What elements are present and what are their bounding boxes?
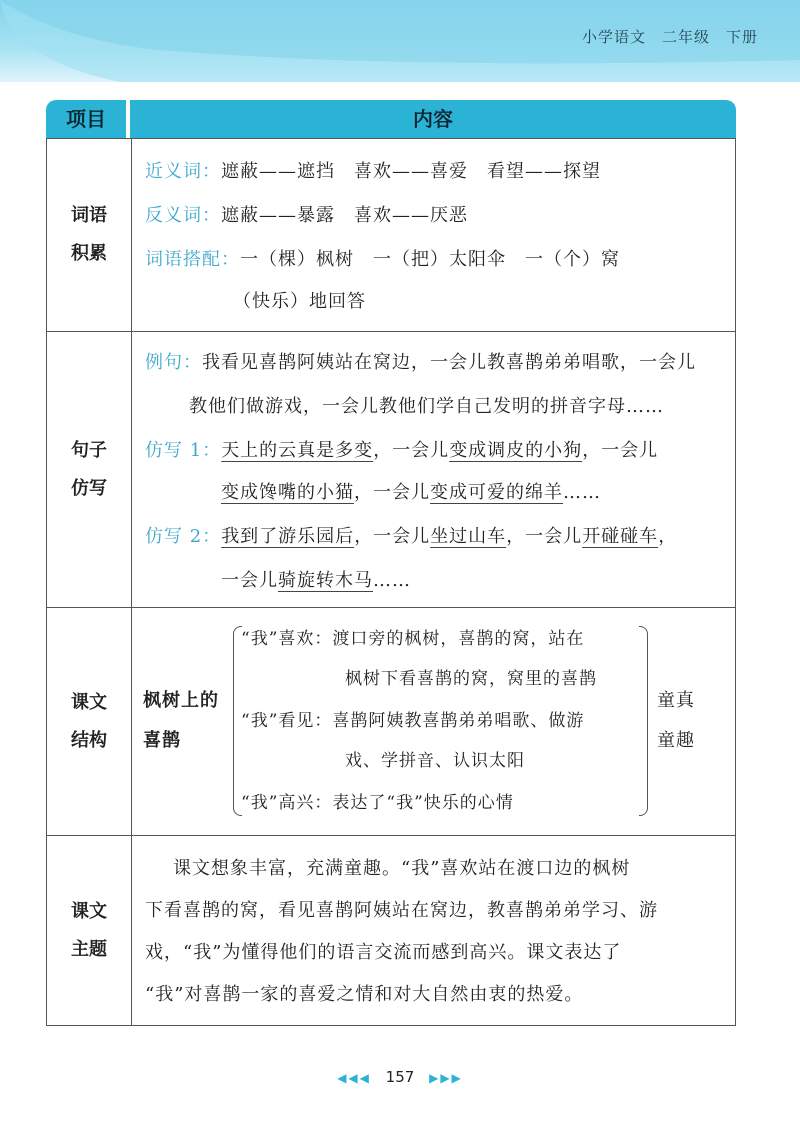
- row-label-line2: 主题: [71, 939, 107, 960]
- structure-part2-line2: 戏、学拼音、认识太阳: [345, 751, 525, 771]
- collocation-text: 一（棵）枫树 一（把）太阳伞 一（个）窝: [240, 249, 620, 270]
- page-number: 157: [385, 1068, 415, 1086]
- imitate1-part-a: 天上的云真是多变: [221, 440, 374, 461]
- antonym-text: 遮蔽——暴露 喜欢——厌恶: [221, 205, 468, 226]
- theme-line1: 课文想象丰富，充满童趣。“我”喜欢站在渡口边的枫树: [173, 858, 631, 879]
- imitate2-part-g: 一会儿: [221, 570, 278, 591]
- collocation-line: [145, 245, 620, 271]
- book-grade: 二年级: [661, 28, 710, 46]
- theme-line3: 戏，“我”为懂得他们的语言交流而感到高兴。课文表达了: [145, 942, 622, 963]
- summary-table: [46, 100, 736, 1026]
- row-label: [47, 332, 132, 608]
- structure-summary-line1: 童真: [657, 690, 695, 711]
- imitate2-part-i: ……: [373, 570, 411, 591]
- row-content: [133, 139, 735, 331]
- row-label-line1: 课文: [71, 692, 107, 713]
- imitate2-part-d: ，一会儿: [506, 526, 583, 547]
- column-header-content: 内容: [130, 100, 736, 138]
- theme-line4: “我”对喜鹊一家的喜爱之情和对大自然由衷的热爱。: [145, 984, 584, 1005]
- row-label-line2: 结构: [71, 730, 107, 751]
- table-row-vocabulary: [47, 139, 735, 331]
- row-label-line2: 积累: [71, 243, 107, 264]
- imitate1-part-f: ，一会儿: [354, 482, 430, 503]
- structure-part2-line1: “我”看见：喜鹊阿姨教喜鹊弟弟唱歌、做游: [241, 711, 585, 731]
- book-title: [566, 26, 758, 47]
- table-body: [46, 138, 736, 1026]
- synonym-tag: 近义词：: [145, 161, 221, 182]
- structure-title-line2: 喜鹊: [143, 730, 181, 751]
- antonym-tag: 反义词：: [145, 205, 221, 226]
- row-label-line2: 仿写: [71, 478, 107, 499]
- structure-summary-line2: 童趣: [657, 730, 695, 751]
- imitate2-part-h: 骑旋转木马: [278, 570, 373, 591]
- theme-line2: 下看喜鹊的窝，看见喜鹊阿姨站在窝边，教喜鹊弟弟学习、游: [145, 900, 658, 921]
- structure-part1-line2: 枫树下看喜鹊的窝，窝里的喜鹊: [345, 669, 597, 689]
- top-banner: [0, 0, 800, 82]
- imitate1-part-d: ，一会儿: [582, 440, 659, 461]
- example-line-2: 教他们做游戏，一会儿教他们学自己发明的拼音字母……: [189, 396, 664, 417]
- row-label-line1: 词语: [71, 205, 107, 226]
- synonym-text: 遮蔽——遮挡 喜欢——喜爱 看望——探望: [221, 161, 601, 182]
- row-content: [133, 836, 735, 1026]
- row-label-line1: 课文: [71, 901, 107, 922]
- imitate2-line-2: [221, 566, 411, 592]
- book-subject: 小学语文: [581, 28, 646, 46]
- collocation-tag: 词语搭配：: [145, 249, 240, 270]
- imitate2-part-b: ，一会儿: [354, 526, 431, 547]
- collocation-line-2: （快乐）地回答: [233, 291, 366, 312]
- row-label: [47, 836, 132, 1026]
- structure-title-line1: 枫树上的: [143, 690, 219, 711]
- row-content: [133, 332, 735, 608]
- imitate1-tag: 仿写 1：: [145, 440, 222, 461]
- prev-arrows-icon: ◀◀◀: [337, 1071, 371, 1085]
- page-number-footer: [0, 1068, 800, 1086]
- row-content: [133, 608, 735, 836]
- imitate1-line-2: [221, 478, 601, 504]
- imitate2-part-c: 坐过山车: [430, 526, 507, 547]
- antonym-line: [145, 201, 468, 227]
- right-brace: [639, 626, 648, 816]
- example-text: 我看见喜鹊阿姨站在窝边，一会儿教喜鹊弟弟唱歌，一会儿: [202, 352, 696, 373]
- column-header-item: 项目: [46, 100, 126, 138]
- next-arrows-icon: ▶▶▶: [429, 1071, 463, 1085]
- imitate1-part-h: ……: [563, 482, 601, 503]
- imitate2-tag: 仿写 2：: [145, 526, 222, 547]
- row-label: [47, 608, 132, 836]
- structure-part1-line1: “我”喜欢：渡口旁的枫树，喜鹊的窝，站在: [241, 629, 585, 649]
- imitate2-part-f: ，: [658, 526, 678, 547]
- example-tag: 例句：: [145, 352, 202, 373]
- row-label: [47, 139, 132, 331]
- row-label-line1: 句子: [71, 440, 107, 461]
- table-row-structure: [47, 607, 735, 836]
- synonym-line: [145, 157, 601, 183]
- imitate1-line: [145, 436, 658, 462]
- imitate1-part-e: 变成馋嘴的小猫: [221, 482, 354, 503]
- imitate2-part-a: 我到了游乐园后: [221, 526, 355, 547]
- book-volume: 下册: [725, 28, 758, 46]
- imitate1-part-g: 变成可爱的绵羊: [430, 482, 563, 503]
- structure-part3: “我”高兴：表达了“我”快乐的心情: [241, 793, 514, 813]
- example-line: [145, 348, 696, 374]
- imitate2-part-e: 开碰碰车: [582, 526, 659, 547]
- imitate1-part-b: ，一会儿: [373, 440, 450, 461]
- table-row-sentence: [47, 331, 735, 608]
- imitate2-line: [145, 522, 677, 548]
- table-row-theme: [47, 835, 735, 1026]
- imitate1-part-c: 变成调皮的小狗: [449, 440, 583, 461]
